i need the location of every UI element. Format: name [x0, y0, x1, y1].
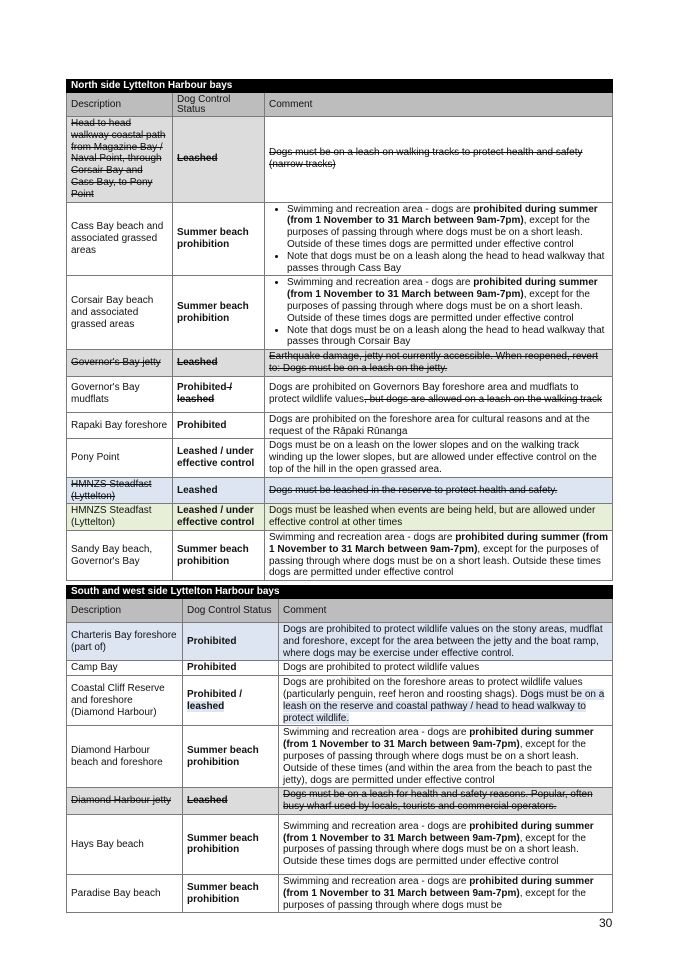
- row-status: Summer beach prohibition: [183, 726, 279, 788]
- row-comment: Earthquake damage, jetty not currently accessible. When reopened, revert to: Dogs must be on a leash on the jetty.: [265, 350, 613, 377]
- comment-bullet: • Swimming and recreation area - dogs are prohibited during summer (from 1 November to 31 March between 9am-7pm), except for the purposes of passing through where dogs must be on a short leash. Outside of these times dogs are permitted under effective control: [287, 204, 608, 251]
- comment-bullet: • Note that dogs must be on a leash along the head to head walkway that passes through Cass Bay: [287, 251, 608, 275]
- table-row: [67, 676, 613, 726]
- row-description: Diamond Harbour beach and foreshore: [67, 726, 183, 788]
- table-row: [67, 117, 613, 203]
- row-status: Leashed: [173, 350, 265, 377]
- row-comment: Dogs are prohibited to protect wildlife values: [279, 661, 613, 676]
- row-status: Prohibited: [183, 623, 279, 661]
- row-description: HMNZS Steadfast (Lyttelton): [67, 477, 173, 504]
- row-status: Summer beach prohibition: [173, 202, 265, 276]
- row-status: Leashed / under effective control: [173, 439, 265, 477]
- row-description: Governor's Bay jetty: [67, 350, 173, 377]
- row-status: Summer beach prohibition: [173, 276, 265, 350]
- row-description: Diamond Harbour jetty: [67, 788, 183, 815]
- column-header-comment: Comment: [279, 599, 613, 623]
- table-title: South and west side Lyttelton Harbour bays: [67, 586, 613, 599]
- row-description: HMNZS Steadfast (Lyttelton): [67, 504, 173, 531]
- row-comment: [265, 276, 613, 350]
- table-row: [67, 874, 613, 912]
- column-header-comment: Comment: [265, 93, 613, 117]
- table-row: [67, 623, 613, 661]
- table-row: [67, 726, 613, 788]
- row-description: Corsair Bay beach and associated grassed areas: [67, 276, 173, 350]
- row-status: Prohibited / leashed: [173, 376, 265, 412]
- column-header-description: Description: [67, 599, 183, 623]
- comment-bullet: • Swimming and recreation area - dogs are prohibited during summer (from 1 November to 31 March between 9am-7pm), except for the purposes of passing through where dogs must be on a short leash. Outside of these times dogs are permitted under effective control: [287, 277, 608, 324]
- row-status: Summer beach prohibition: [183, 814, 279, 874]
- table-row: [67, 788, 613, 815]
- row-comment: [265, 202, 613, 276]
- row-description: Rapaki Bay foreshore: [67, 412, 173, 439]
- table-row: [67, 439, 613, 477]
- row-comment: Dogs are prohibited on the foreshore area for cultural reasons and at the request of the Rāpaki Rūnanga: [265, 412, 613, 439]
- row-status: Prohibited / leashed: [183, 676, 279, 726]
- row-status: Leashed: [173, 477, 265, 504]
- row-description: Hays Bay beach: [67, 814, 183, 874]
- table-row: [67, 504, 613, 531]
- row-status: Leashed: [183, 788, 279, 815]
- row-status: Prohibited: [183, 661, 279, 676]
- row-description: Charteris Bay foreshore (part of): [67, 623, 183, 661]
- row-status: Leashed / under effective control: [173, 504, 265, 531]
- table-row: [67, 276, 613, 350]
- row-comment: Swimming and recreation area - dogs are prohibited during summer (from 1 November to 31 March between 9am-7pm), except for the purposes of passing through where dogs must be: [279, 874, 613, 912]
- row-description: Pony Point: [67, 439, 173, 477]
- table-row: [67, 661, 613, 676]
- row-comment: Dogs must be on a leash on walking tracks to protect health and safety (narrow tracks): [265, 117, 613, 203]
- row-comment: Dogs must be leashed in the reserve to protect health and safety.: [265, 477, 613, 504]
- comment-bullet: • Note that dogs must be on a leash along the head to head walkway that passes through Corsair Bay: [287, 325, 608, 349]
- row-description: Governor's Bay mudflats: [67, 376, 173, 412]
- table-row: [67, 350, 613, 377]
- column-header-description: Description: [67, 93, 173, 117]
- table-row: [67, 477, 613, 504]
- row-comment: Dogs are prohibited on the foreshore areas to protect wildlife values (particularly penguin, reef heron and roosting shags). Dogs must be on a leash on the reserve and coastal pathway / head to head walkway to protect wildlife.: [279, 676, 613, 726]
- table-title: North side Lyttelton Harbour bays: [67, 80, 613, 93]
- row-comment: Dogs must be on a leash on the lower slopes and on the walking track winding up the lower slopes, but are allowed under effective control on the top of the hill in the open grassed area.: [265, 439, 613, 477]
- table-row: [67, 530, 613, 580]
- row-comment: Swimming and recreation area - dogs are prohibited during summer (from 1 November to 31 March between 9am-7pm), except for the purposes of passing through where dogs must be on a short leash. Outside these times dogs are permitted under effective control: [279, 814, 613, 874]
- row-comment: Dogs are prohibited to protect wildlife values on the stony areas, mudflat and foreshore, except for the area between the jetty and the boat ramp, where dogs may be exercise under effective control.: [279, 623, 613, 661]
- column-header-status: Dog Control Status: [183, 599, 279, 623]
- row-comment: Swimming and recreation area - dogs are prohibited during summer (from 1 November to 31 March between 9am-7pm), except for the purposes of passing through where dogs must be on a short leash. Outside these times dogs are permitted under effective control: [265, 530, 613, 580]
- row-status: Summer beach prohibition: [183, 874, 279, 912]
- row-status: Prohibited: [173, 412, 265, 439]
- row-comment: Dogs must be on a leash for health and safety reasons. Popular, often busy wharf used by locals, tourists and commercial operators.: [279, 788, 613, 815]
- row-status: Leashed: [173, 117, 265, 203]
- table-row: [67, 202, 613, 276]
- south-west-bays-table: [66, 585, 613, 913]
- row-comment: Swimming and recreation area - dogs are prohibited during summer (from 1 November to 31 March between 9am-7pm), except for the purposes of passing through where dogs must be on a short leash. Outside of these times (and within the area from the beach to past the jetty), dogs are permitted under effective control: [279, 726, 613, 788]
- row-comment: Dogs must be leashed when events are being held, but are allowed under effective control at other times: [265, 504, 613, 531]
- row-comment: Dogs are prohibited on Governors Bay foreshore area and mudflats to protect wildlife values, but dogs are allowed on a leash on the walking track: [265, 376, 613, 412]
- row-description: Sandy Bay beach, Governor's Bay: [67, 530, 173, 580]
- row-description: Camp Bay: [67, 661, 183, 676]
- row-description: Head to head walkway coastal path from Magazine Bay / Naval Point, through Corsair Bay and Cass Bay, to Pony Point: [67, 117, 173, 203]
- row-description: Paradise Bay beach: [67, 874, 183, 912]
- row-description: Cass Bay beach and associated grassed areas: [67, 202, 173, 276]
- table-row: [67, 814, 613, 874]
- row-status: Summer beach prohibition: [173, 530, 265, 580]
- table-row: [67, 376, 613, 412]
- column-header-status: Dog Control Status: [173, 93, 265, 117]
- table-row: [67, 412, 613, 439]
- north-bays-table: [66, 79, 613, 581]
- row-description: Coastal Cliff Reserve and foreshore (Diamond Harbour): [67, 676, 183, 726]
- page-number: 30: [599, 916, 613, 930]
